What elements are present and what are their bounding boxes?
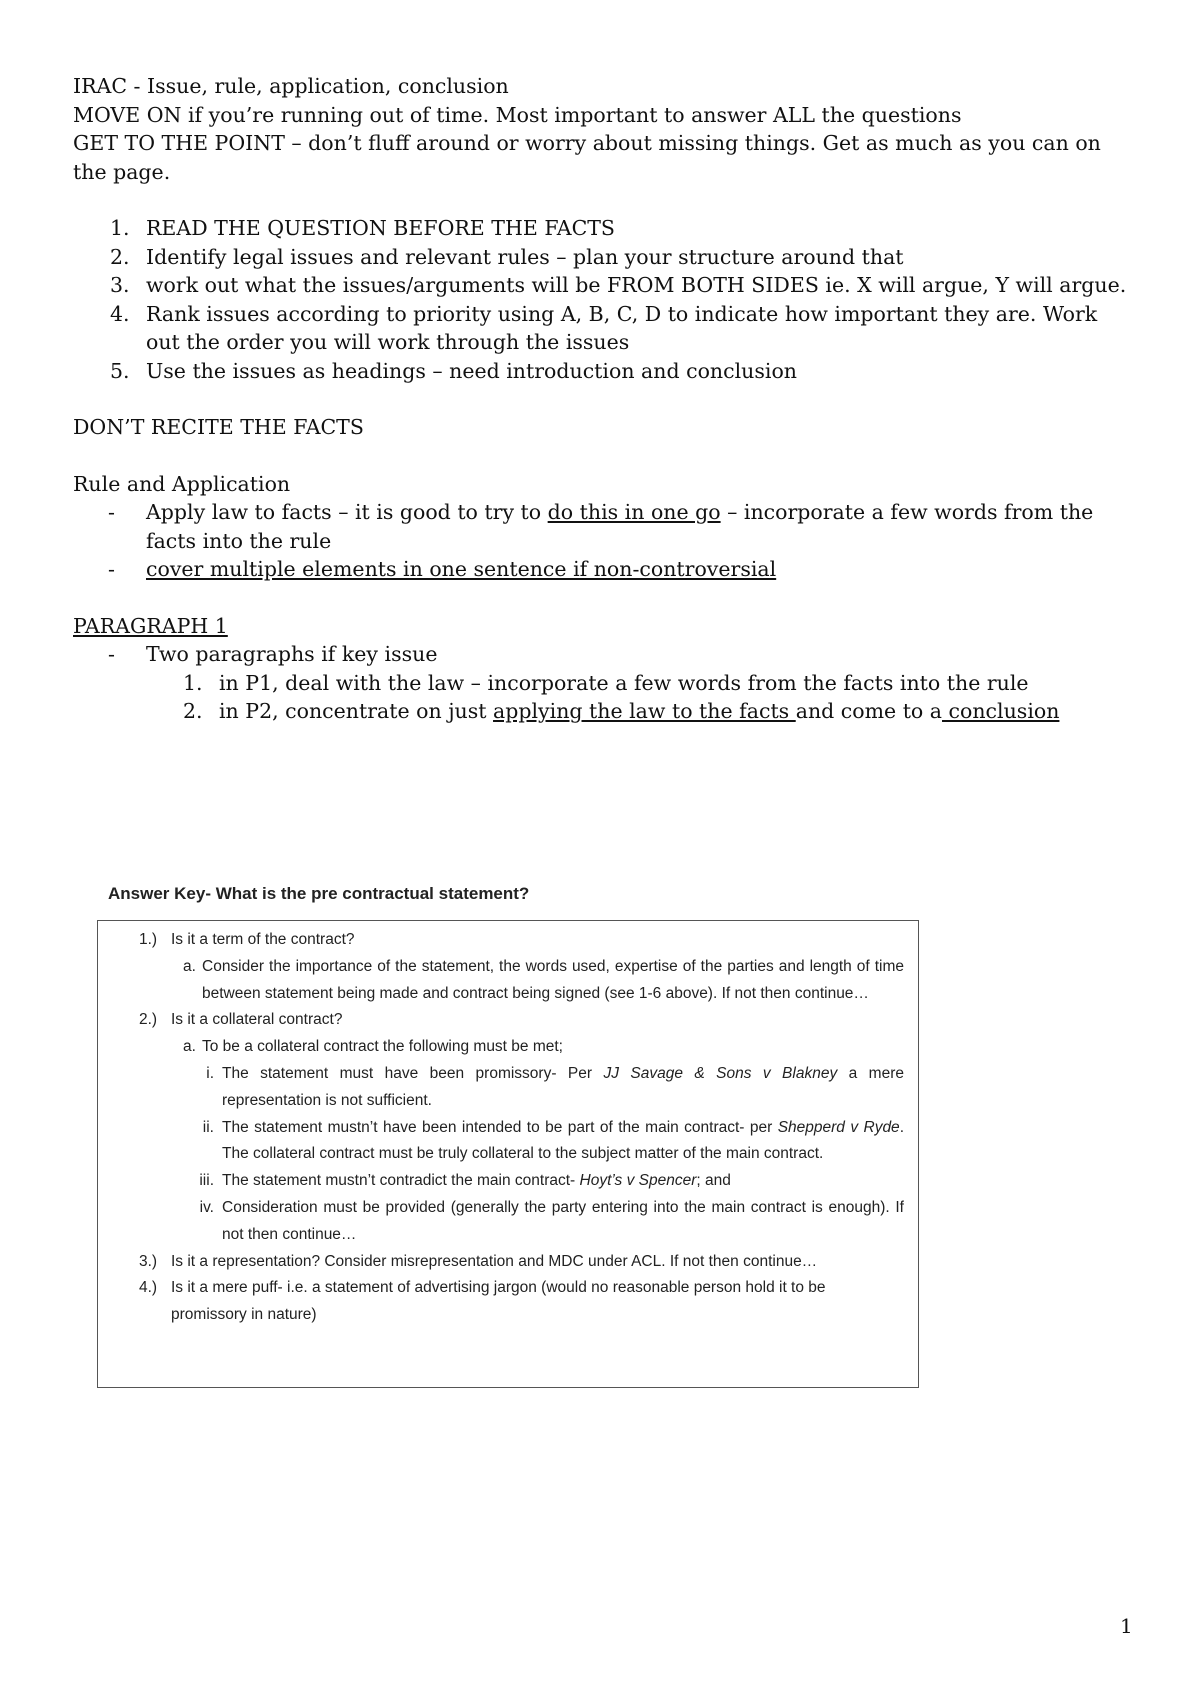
list-item: 4. Rank issues according to priority using A, B, C, D to indicate how important they are. Work out the order you will work through the issues bbox=[110, 301, 1098, 354]
list-item: iii. The statement mustn’t contradict the main contract- Hoyt’s v Spencer; and bbox=[199, 1172, 731, 1190]
list-item: i. The statement must have been promissory- Per JJ Savage & Sons v Blakney a mere representation is not sufficient. bbox=[206, 1064, 904, 1109]
list-item: a. Consider the importance of the statement, the words used, expertise of the parties and length of time between statement being made and contract being signed (see 1-6 above). If not then continue… bbox=[183, 957, 904, 1002]
list-item: - Two paragraphs if key issue bbox=[108, 642, 438, 666]
dont-recite-heading: DON’T RECITE THE FACTS bbox=[73, 415, 364, 439]
rule-application-heading: Rule and Application bbox=[73, 471, 291, 496]
list-item: 5. Use the issues as headings – need introduction and conclusion bbox=[110, 358, 797, 383]
list-item: 2. Identify legal issues and relevant rules – plan your structure around that bbox=[110, 244, 904, 269]
list-item: 1. READ THE QUESTION BEFORE THE FACTS bbox=[110, 216, 615, 240]
get-to-point-line: GET TO THE POINT – don’t fluff around or worry about missing things. Get as much as you can on the page. bbox=[73, 131, 1101, 184]
list-item: 3.) Is it a representation? Consider misrepresentation and MDC under ACL. If not then continue… bbox=[139, 1252, 818, 1270]
paragraph-1-list bbox=[73, 640, 1133, 669]
list-item: 1.) Is it a term of the contract? bbox=[139, 931, 355, 948]
page-number: 1 bbox=[1120, 1614, 1133, 1638]
list-item: iv. Consideration must be provided (generally the party entering into the main contract is enough). If not then continue… bbox=[199, 1198, 904, 1243]
rule-application-list bbox=[73, 498, 1133, 584]
answer-key-title: Answer Key- What is the pre contractual statement? bbox=[108, 884, 530, 903]
list-item: ii. The statement mustn’t have been intended to be part of the main contract- per Shepperd v Ryde. The collateral contract must be truly collateral to the subject matter of the main contract. bbox=[202, 1118, 904, 1163]
answer-key-box bbox=[97, 920, 919, 1388]
notes-body bbox=[73, 72, 1133, 726]
steps-list bbox=[73, 214, 1133, 385]
list-item: 2. in P2, concentrate on just applying the law to the facts and come to a conclusion bbox=[183, 699, 1060, 723]
list-item: 1. in P1, deal with the law – incorporate a few words from the facts into the rule bbox=[183, 670, 1029, 695]
list-item: - Apply law to facts – it is good to try to do this in one go – incorporate a few words from the facts into the rule bbox=[108, 500, 1094, 553]
list-item: 3. work out what the issues/arguments will be FROM BOTH SIDES ie. X will argue, Y will argue. bbox=[110, 273, 1127, 297]
paragraph-1-heading: PARAGRAPH 1 bbox=[73, 613, 228, 638]
list-item: - cover multiple elements in one sentence if non-controversial bbox=[108, 557, 777, 581]
move-on-line: MOVE ON if you’re running out of time. Most important to answer ALL the questions bbox=[73, 102, 962, 127]
paragraph-1-sublist bbox=[73, 669, 1133, 726]
list-item: a. To be a collateral contract the following must be met; bbox=[183, 1038, 563, 1056]
list-item: 2.) Is it a collateral contract? bbox=[139, 1011, 343, 1029]
list-item: 4.) Is it a mere puff- i.e. a statement of advertising jargon (would no reasonable person hold it to be promissory in nature) bbox=[139, 1279, 826, 1324]
irac-line: IRAC - Issue, rule, application, conclusion bbox=[73, 74, 509, 98]
